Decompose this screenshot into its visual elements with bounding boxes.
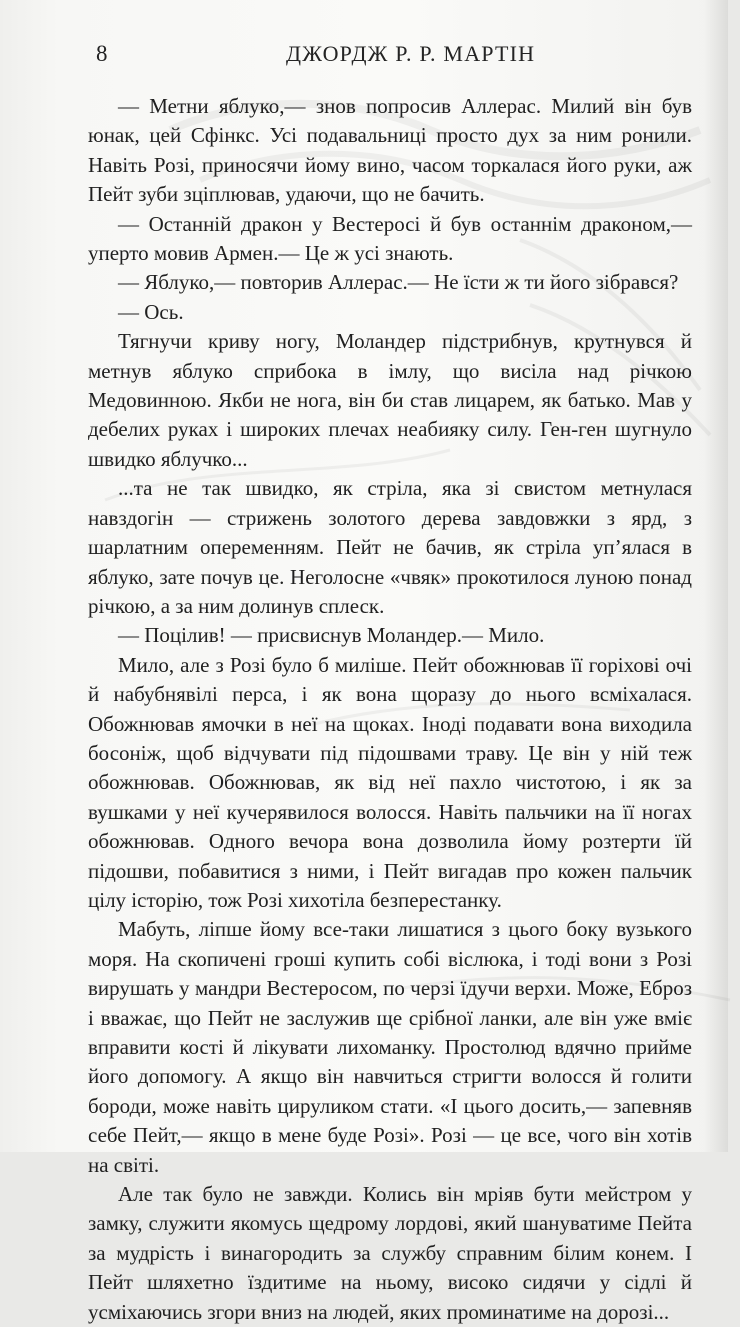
paragraph: — Останній дракон у Вестеросі й був останнім драконом,— уперто мовив Армен.— Це ж усі знають. (88, 211, 692, 266)
paragraph: — Поцілив! — присвиснув Моландер.— Мило. (118, 623, 545, 648)
paragraph: Але так було не завжди. Колись він мріяв бути мейстром у замку, служити якомусь щедрому лордові, який шануватиме Пейта за мудрість і винагородить за службу справним білим конем. І Пейт шляхетно їздитиме на ньому, високо сидячи у сідлі й усміхаючись згори вниз на людей, яких проминатиме на дорозі... (88, 1182, 692, 1324)
paragraph: — Яблуко,— повторив Аллерас.— Не їсти ж ти його зібрався? (118, 270, 679, 295)
paragraph: Мило, але з Розі було б миліше. Пейт обожнював її горіхові очі й набубнявілі перса, і як вона щоразу до нього всміхалася. Обожнював ямочки в неї на щоках. Іноді подавати вона виходила босоніж, щоб відчувати під підошвами траву. Це він у ній теж обожнював. Обожнював, як від неї пахло чистотою, і як за вушками у неї кучерявилося волосся. Навіть пальчики на її ногах обожнював. Одного вечора вона дозволила йому розтерти їй підошви, побавитися з ними, і Пейт вигадав про кожен пальчик цілу історію, тож Розі хихотіла безперестанку. (88, 652, 692, 912)
page-header (96, 40, 708, 74)
page-edge-shadow (704, 0, 728, 1152)
paragraph: — Метни яблуко,— знов попросив Аллерас. Милий він був юнак, цей Сфінкс. Усі подавальниці просто дух за ним ронили. Навіть Розі, приносячи йому вино, часом торкалася його руки, аж Пейт зуби зціплював, удаючи, що не бачить. (88, 94, 692, 207)
paragraph: ...та не так швидко, як стріла, яка зі свистом метнулася навздогін — стрижень золотого дерева завдовжки з ярд, з шарлатним опеременням. Пейт не бачив, як стріла уп’ялася в яблуко, зате почув це. Неголосне «чвяк» прокотилося луною понад річкою, а за ним долинув сплеск. (88, 476, 692, 618)
paragraph: — Ось. (118, 299, 184, 324)
running-title: ДЖОРДЖ Р. Р. МАРТІН (286, 41, 536, 66)
page-number: 8 (96, 41, 108, 66)
paragraph: Тягнучи криву ногу, Моландер підстрибнув, крутнувся й метнув яблуко сприбока в імлу, що висіла над річкою Медовинною. Якби не нога, він би став лицарем, як батько. Мав у дебелих руках і широких плечах неабияку силу. Ген-ген шугнуло швидко яблучко... (88, 329, 692, 471)
main-text (88, 92, 692, 1327)
paragraph: Мабуть, ліпше йому все-таки лишатися з цього боку вузького моря. На скопичені гроші купить собі віслюка, і тоді вони з Розі вирушать у мандри Вестеросом, по черзі їдучи верхи. Може, Еброз і вважає, що Пейт не заслужив ще срібної ланки, але він уже вміє вправити кості й лікувати лихоманку. Простолюд вдячно прийме його допомогу. А якщо він навчиться стригти волосся й голити бороди, може навіть цируликом стати. «І цього досить,— запевняв себе Пейт,— якщо в мене буде Розі». Розі — це все, чого він хотів на світі. (88, 917, 692, 1177)
